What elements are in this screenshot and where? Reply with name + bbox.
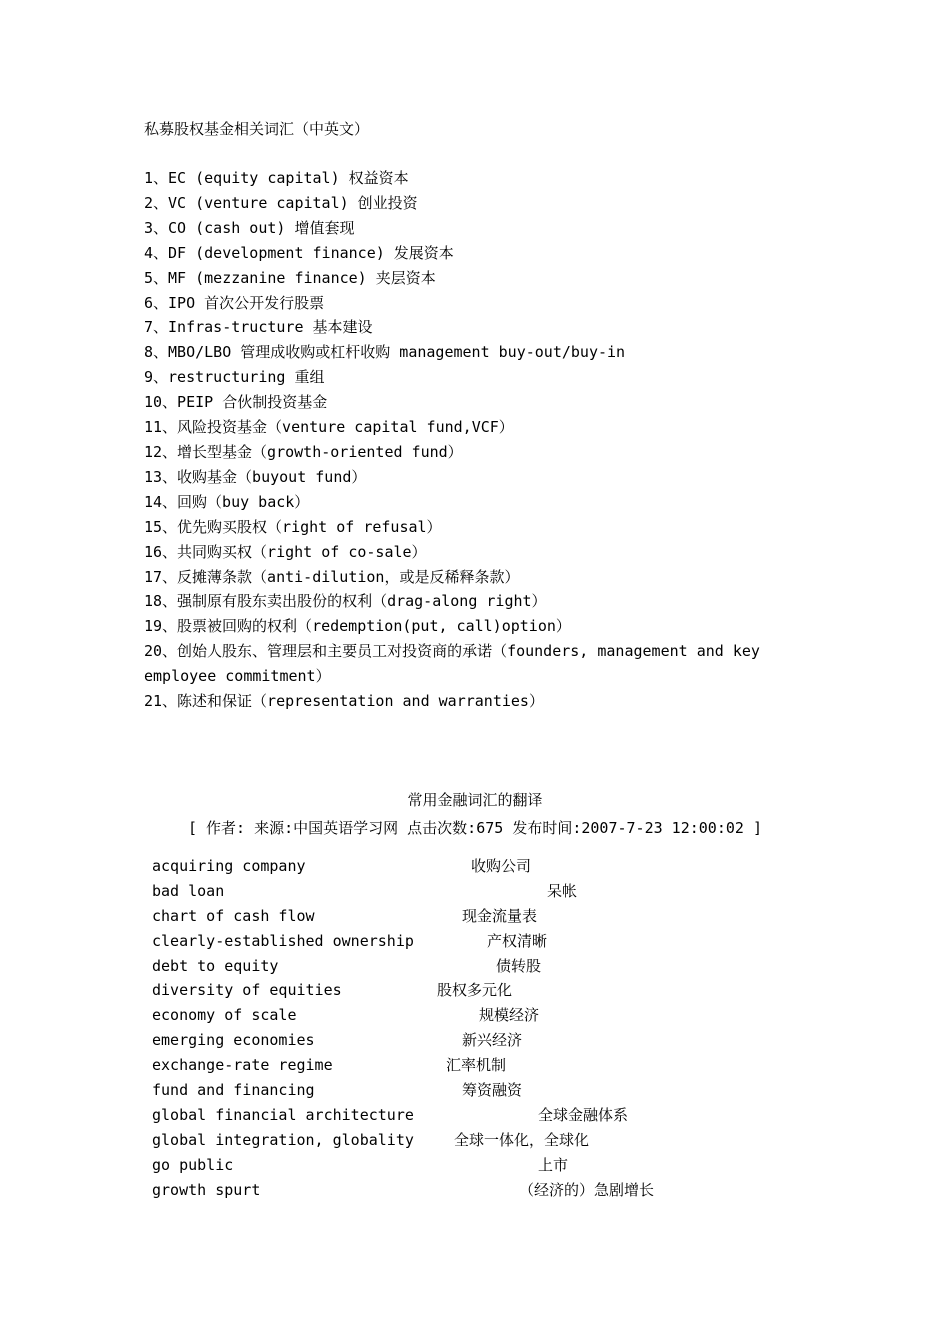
list-item: 9、restructuring 重组 bbox=[144, 368, 325, 387]
term-chinese: 债转股 bbox=[496, 956, 542, 975]
table-row bbox=[152, 879, 712, 904]
table-row bbox=[152, 1178, 712, 1203]
term-english: diversity of equities bbox=[152, 981, 342, 1000]
list-item: 8、MBO/LBO 管理成收购或杠杆收购 management buy-out/buy-in bbox=[144, 343, 626, 362]
term-english: clearly-established ownership bbox=[152, 931, 414, 950]
term-english: economy of scale bbox=[152, 1006, 297, 1025]
table-row bbox=[152, 1153, 712, 1178]
document-title: 私募股权基金相关词汇（中英文） bbox=[144, 120, 370, 138]
list-item: 14、回购（buy back） bbox=[144, 492, 310, 511]
glossary-table bbox=[152, 854, 712, 1202]
term-chinese: 全球金融体系 bbox=[538, 1105, 629, 1124]
list-item: 17、反摊薄条款（anti-dilution，或是反稀释条款） bbox=[144, 567, 520, 586]
table-row bbox=[152, 904, 712, 929]
term-english: bad loan bbox=[152, 881, 225, 900]
list-item: 10、PEIP 合伙制投资基金 bbox=[144, 393, 328, 412]
list-item: 21、陈述和保证（representation and warranties） bbox=[144, 692, 544, 711]
term-english: debt to equity bbox=[152, 956, 279, 975]
table-row bbox=[152, 1053, 712, 1078]
term-chinese: 筹资融资 bbox=[462, 1081, 523, 1100]
term-chinese: 产权清晰 bbox=[487, 931, 548, 950]
term-english: chart of cash flow bbox=[152, 906, 315, 925]
term-english: emerging economies bbox=[152, 1031, 315, 1050]
glossary-meta: [ 作者: 来源:中国英语学习网 点击次数:675 发布时间:2007-7-23 12:00:02 ] bbox=[188, 819, 762, 837]
term-chinese: 现金流量表 bbox=[462, 906, 538, 925]
table-row bbox=[152, 929, 712, 954]
term-english: global integration, globality bbox=[152, 1130, 414, 1149]
term-chinese: （经济的）急剧增长 bbox=[519, 1180, 655, 1199]
term-chinese: 收购公司 bbox=[471, 857, 532, 875]
term-chinese: 汇率机制 bbox=[446, 1056, 507, 1075]
term-english: fund and financing bbox=[152, 1081, 315, 1100]
table-row bbox=[152, 1003, 712, 1028]
term-chinese: 上市 bbox=[538, 1155, 569, 1174]
table-row bbox=[152, 1028, 712, 1053]
term-english: acquiring company bbox=[152, 857, 306, 875]
term-english: growth spurt bbox=[152, 1180, 261, 1199]
term-chinese: 新兴经济 bbox=[462, 1031, 523, 1050]
list-item: 12、增长型基金（growth-oriented fund） bbox=[144, 442, 463, 461]
glossary-title: 常用金融词汇的翻译 bbox=[407, 791, 543, 809]
table-row bbox=[152, 978, 712, 1003]
list-item: 11、风险投资基金（venture capital fund,VCF） bbox=[144, 418, 514, 437]
vocabulary-list bbox=[144, 166, 794, 714]
table-row bbox=[152, 1078, 712, 1103]
table-row bbox=[152, 954, 712, 979]
list-item: 3、CO (cash out) 增值套现 bbox=[144, 218, 355, 237]
term-chinese: 呆帐 bbox=[547, 881, 578, 900]
list-item: 2、VC (venture capital) 创业投资 bbox=[144, 193, 418, 212]
list-item: 6、IPO 首次公开发行股票 bbox=[144, 293, 325, 312]
list-item: 1、EC (equity capital) 权益资本 bbox=[144, 169, 409, 187]
list-item: 18、强制原有股东卖出股份的权利（drag-along right） bbox=[144, 592, 547, 611]
list-item: 4、DF (development finance) 发展资本 bbox=[144, 243, 454, 262]
term-english: global financial architecture bbox=[152, 1105, 414, 1124]
term-chinese: 全球一体化，全球化 bbox=[454, 1130, 590, 1149]
term-english: go public bbox=[152, 1155, 234, 1174]
term-english: exchange-rate regime bbox=[152, 1056, 333, 1075]
list-item: 7、Infras-tructure 基本建设 bbox=[144, 318, 373, 337]
table-row bbox=[152, 1128, 712, 1153]
list-item: 15、优先购买股权（right of refusal） bbox=[144, 517, 442, 536]
term-chinese: 规模经济 bbox=[479, 1006, 540, 1025]
table-row bbox=[152, 1103, 712, 1128]
list-item: 5、MF (mezzanine finance) 夹层资本 bbox=[144, 268, 436, 287]
list-item: 13、收购基金（buyout fund） bbox=[144, 467, 367, 486]
list-item: 19、股票被回购的权利（redemption(put, call)option） bbox=[144, 617, 571, 636]
term-chinese: 股权多元化 bbox=[437, 981, 513, 1000]
list-item: 20、创始人股东、管理层和主要员工对投资商的承诺（founders, management and key employee commitment） bbox=[144, 642, 760, 686]
table-row bbox=[152, 854, 712, 879]
list-item: 16、共同购买权（right of co-sale） bbox=[144, 542, 427, 561]
